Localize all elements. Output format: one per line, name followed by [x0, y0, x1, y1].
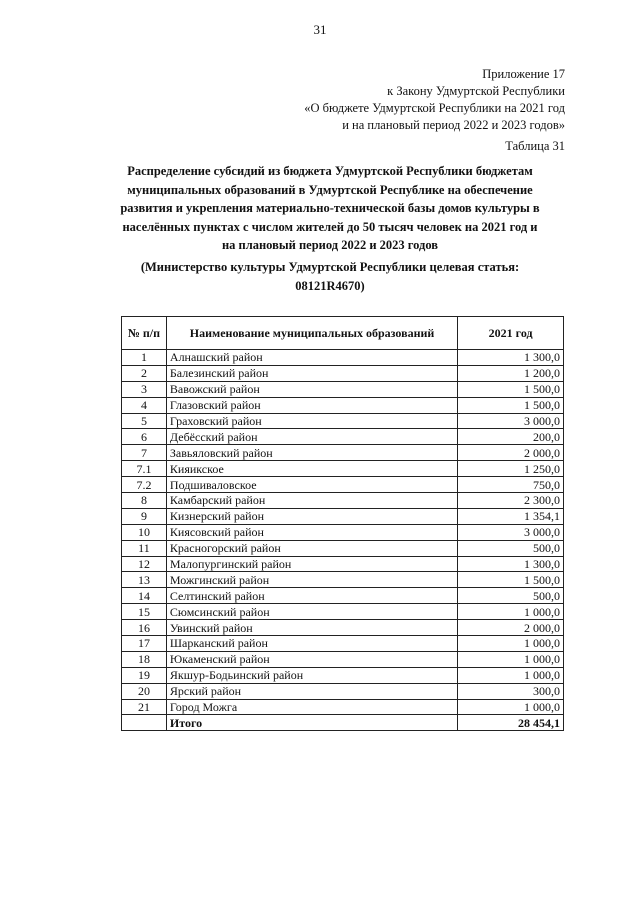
subsidy-amount: 300,0: [458, 683, 564, 699]
total-label: Итого: [166, 715, 457, 731]
table-row: [122, 365, 564, 381]
title-line: населённых пунктах с числом жителей до 50 тысяч человек на 2021 год и: [122, 219, 538, 234]
subsidy-amount: 1 200,0: [458, 365, 564, 381]
appendix-line: Приложение 17: [482, 67, 565, 81]
municipality-name: Увинский район: [166, 620, 457, 636]
table-row: [122, 667, 564, 683]
row-number: 7.2: [122, 477, 167, 493]
municipality-name: Балезинский район: [166, 365, 457, 381]
appendix-line: «О бюджете Удмуртской Республики на 2021 год: [304, 101, 565, 115]
document-subtitle: [110, 258, 550, 296]
row-number: 20: [122, 683, 167, 699]
municipality-name: Граховский район: [166, 413, 457, 429]
subsidy-amount: 2 300,0: [458, 493, 564, 509]
row-number: 15: [122, 604, 167, 620]
table-row: [122, 461, 564, 477]
title-line: на плановый период 2022 и 2023 годов: [221, 238, 439, 252]
municipality-name: Завьяловский район: [166, 445, 457, 461]
row-number: 5: [122, 413, 167, 429]
table-row: [122, 636, 564, 652]
row-number: 17: [122, 636, 167, 652]
municipality-name: Шарканский район: [166, 636, 457, 652]
table-row: [122, 477, 564, 493]
subsidy-amount: 1 250,0: [458, 461, 564, 477]
subtitle-line: 08121R4670): [295, 279, 365, 293]
header-name: Наименование муниципальных образований: [166, 317, 457, 350]
subsidy-amount: 1 354,1: [458, 508, 564, 524]
table-row: [122, 651, 564, 667]
municipality-name: Камбарский район: [166, 493, 457, 509]
subsidy-amount: 1 300,0: [458, 556, 564, 572]
municipality-name: Сюмсинский район: [166, 604, 457, 620]
municipality-name: Юкаменский район: [166, 651, 457, 667]
municipality-name: Киясовский район: [166, 524, 457, 540]
municipality-name: Кияикское: [166, 461, 457, 477]
appendix-line: к Закону Удмуртской Республики: [387, 84, 565, 98]
title-line: муниципальных образований в Удмуртской Республике на обеспечение: [127, 182, 533, 197]
row-number: 4: [122, 397, 167, 413]
table-row: [122, 556, 564, 572]
table-row: [122, 397, 564, 413]
table-row: [122, 413, 564, 429]
table-row: [122, 620, 564, 636]
header-number: № п/п: [122, 317, 167, 350]
table-row: [122, 572, 564, 588]
municipality-name: Алнашский район: [166, 350, 457, 366]
municipality-name: Вавожский район: [166, 381, 457, 397]
municipality-name: Кизнерский район: [166, 508, 457, 524]
row-number: 3: [122, 381, 167, 397]
table-row: [122, 429, 564, 445]
subsidy-amount: 500,0: [458, 540, 564, 556]
subsidy-amount: 200,0: [458, 429, 564, 445]
subsidy-amount: 3 000,0: [458, 524, 564, 540]
row-number: 8: [122, 493, 167, 509]
page-number: 31: [313, 22, 327, 37]
header-year: 2021 год: [458, 317, 564, 350]
subsidy-amount: 750,0: [458, 477, 564, 493]
row-number: 21: [122, 699, 167, 715]
table-row: [122, 540, 564, 556]
table-row: [122, 524, 564, 540]
row-number: 7: [122, 445, 167, 461]
table-row: [122, 683, 564, 699]
table-row: [122, 699, 564, 715]
subsidy-amount: 1 500,0: [458, 397, 564, 413]
municipality-name: Селтинский район: [166, 588, 457, 604]
total-amount: 28 454,1: [458, 715, 564, 731]
municipality-name: Малопургинский район: [166, 556, 457, 572]
table-header-row: [122, 317, 564, 350]
municipality-name: Город Можга: [166, 699, 457, 715]
row-number: 13: [122, 572, 167, 588]
document-title: [110, 162, 550, 255]
subsidy-amount: 1 000,0: [458, 699, 564, 715]
row-number: 14: [122, 588, 167, 604]
municipality-name: Дебёсский район: [166, 429, 457, 445]
row-number: 19: [122, 667, 167, 683]
subsidy-amount: 1 500,0: [458, 572, 564, 588]
row-number: 9: [122, 508, 167, 524]
appendix-line: и на плановый период 2022 и 2023 годов»: [342, 118, 565, 132]
table-row: [122, 381, 564, 397]
table-row: [122, 350, 564, 366]
subsidy-amount: 1 000,0: [458, 651, 564, 667]
row-number: 16: [122, 620, 167, 636]
subsidy-amount: 2 000,0: [458, 445, 564, 461]
subsidy-amount: 2 000,0: [458, 620, 564, 636]
total-number: [122, 715, 167, 731]
row-number: 10: [122, 524, 167, 540]
table-body: [122, 350, 564, 731]
title-line: Распределение субсидий из бюджета Удмуртской Республики бюджетам: [127, 164, 533, 178]
row-number: 11: [122, 540, 167, 556]
subsidy-amount: 500,0: [458, 588, 564, 604]
municipality-name: Подшиваловское: [166, 477, 457, 493]
subsidy-amount: 1 300,0: [458, 350, 564, 366]
municipality-name: Красногорский район: [166, 540, 457, 556]
municipality-name: Якшур-Бодьинский район: [166, 667, 457, 683]
municipality-name: Глазовский район: [166, 397, 457, 413]
subsidy-amount: 1 000,0: [458, 636, 564, 652]
total-row: [122, 715, 564, 731]
table-row: [122, 508, 564, 524]
subsidy-table: [121, 316, 564, 731]
table-label: Таблица 31: [505, 139, 565, 153]
table-row: [122, 588, 564, 604]
subtitle-line: (Министерство культуры Удмуртской Республики целевая статья:: [140, 260, 520, 274]
appendix-header: [205, 66, 565, 134]
table-row: [122, 604, 564, 620]
subsidy-amount: 3 000,0: [458, 413, 564, 429]
table-row: [122, 493, 564, 509]
row-number: 7.1: [122, 461, 167, 477]
municipality-name: Можгинский район: [166, 572, 457, 588]
row-number: 6: [122, 429, 167, 445]
row-number: 2: [122, 365, 167, 381]
title-line: развития и укрепления материально-технической базы домов культуры в: [120, 201, 540, 215]
municipality-name: Ярский район: [166, 683, 457, 699]
subsidy-amount: 1 000,0: [458, 604, 564, 620]
table-row: [122, 445, 564, 461]
subsidy-amount: 1 000,0: [458, 667, 564, 683]
row-number: 12: [122, 556, 167, 572]
subsidy-amount: 1 500,0: [458, 381, 564, 397]
row-number: 1: [122, 350, 167, 366]
row-number: 18: [122, 651, 167, 667]
